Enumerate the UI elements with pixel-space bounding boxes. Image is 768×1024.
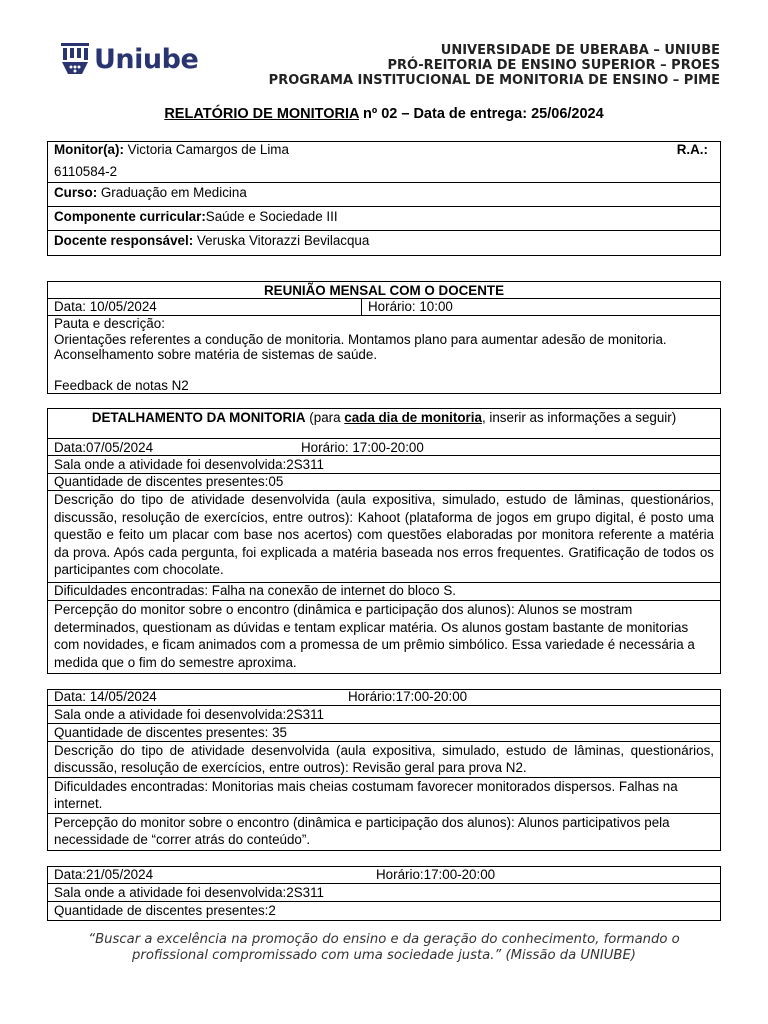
reuniao-table (47, 281, 721, 394)
detalhamento-heading-underline: cada dia de monitoria (344, 410, 482, 425)
reuniao-data: Data: 10/05/2024 (48, 299, 362, 315)
session-percepcao: Percepção do monitor sobre o encontro (dinâmica e participação dos alunos): Alunos se mostram determinados, questionam as dúvidas e tentam explicar matéria. Os alunos gostam bastante de monitorias com novidades, e ficam animados com a promessa de um prêmio simbólico. Essa variedade é necessária a medida que o fim do semestre aproxima. (54, 602, 695, 670)
session-date-row (48, 690, 720, 706)
session-table (47, 689, 721, 851)
session-descricao: Descrição do tipo de atividade desenvolvida (aula expositiva, simulado, estudo de lâminas, questionários, discussão, resolução de exercícios, entre outros): Revisão geral para prova N2. (48, 742, 720, 778)
session-sala: Sala onde a atividade foi desenvolvida:2S311 (48, 706, 720, 724)
pauta-line: Aconselhamento sobre matéria de sistemas de saúde. (54, 347, 378, 362)
docente-label: Docente responsável: (54, 233, 194, 248)
ra-value: 6110584-2 (54, 164, 118, 179)
session-sala: Sala onde a atividade foi desenvolvida:2S311 (48, 456, 720, 474)
detalhamento-table (47, 408, 721, 674)
uniube-emblem-icon (60, 42, 90, 80)
mission-footer (0, 932, 768, 964)
detalhamento-heading-pre: (para (305, 410, 345, 425)
monitor-row (48, 142, 720, 183)
mission-line: “Buscar a excelência na promoção do ensino e da geração do conhecimento, formando o (88, 932, 680, 947)
institution-line: UNIVERSIDADE DE UBERABA – UNIUBE (440, 43, 720, 58)
session-horario: Horário:17:00-20:00 (376, 867, 496, 882)
institution-line: PROGRAMA INSTITUCIONAL DE MONITORIA DE ENSINO – PIME (268, 73, 720, 88)
session-date-row (48, 867, 720, 884)
ra-label: R.A.: (676, 142, 708, 157)
session-quantidade: Quantidade de discentes presentes:05 (48, 474, 720, 491)
docente-row (48, 231, 720, 255)
session-data: Data:07/05/2024 (54, 440, 154, 455)
monitor-value: Victoria Camargos de Lima (123, 142, 289, 157)
monitor-info-table (47, 141, 721, 256)
report-title (0, 106, 768, 122)
session-quantidade: Quantidade de discentes presentes: 35 (48, 724, 720, 742)
session-dificuldades: Dificuldades encontradas: Falha na conexão de internet do bloco S. (48, 583, 720, 601)
session-data: Data:21/05/2024 (54, 867, 154, 882)
session-sala: Sala onde a atividade foi desenvolvida:2S311 (48, 884, 720, 902)
session-horario: Horário: 17:00-20:00 (301, 440, 424, 455)
componente-value: Saúde e Sociedade III (205, 209, 338, 224)
reuniao-pauta (48, 316, 720, 393)
detalhamento-heading-post: , inserir as informações a seguir) (481, 410, 677, 425)
mission-line: profissional compromissado com uma sociedade justa.” (Missão da UNIUBE) (132, 948, 636, 963)
pauta-line: Orientações referentes a condução de monitoria. Montamos plano para aumentar adesão de monitoria. (54, 331, 667, 347)
session-percepcao: Percepção do monitor sobre o encontro (dinâmica e participação dos alunos): Alunos participativos pela necessidade de “correr atrás do conteúdo”. (54, 815, 670, 847)
reuniao-date-row (48, 299, 720, 316)
report-title-rest: nº 02 – Data de entrega: 25/06/2024 (359, 106, 604, 122)
session-dificuldades: Dificuldades encontradas: Monitorias mais cheias costumam favorecer monitorados dispersos. Falhas na internet. (48, 778, 720, 814)
session-table (47, 866, 721, 921)
page-header (0, 0, 768, 100)
session-date-row (48, 439, 720, 456)
session-horario: Horário:17:00-20:00 (348, 689, 468, 704)
pauta-feedback: Feedback de notas N2 (54, 377, 189, 393)
docente-value: Veruska Vitorazzi Bevilacqua (193, 233, 370, 248)
session-data: Data: 14/05/2024 (54, 689, 157, 704)
componente-label: Componente curricular: (54, 209, 206, 224)
report-title-main: RELATÓRIO DE MONITORIA (164, 106, 359, 122)
componente-row (48, 207, 720, 231)
pauta-label: Pauta e descrição: (54, 316, 165, 331)
detalhamento-heading-bold: DETALHAMENTO DA MONITORIA (91, 410, 306, 425)
reuniao-heading: REUNIÃO MENSAL COM O DOCENTE (48, 282, 720, 299)
logo-wordmark: Uniube (94, 44, 199, 75)
curso-value: Graduação em Medicina (97, 185, 247, 200)
session-quantidade: Quantidade de discentes presentes:2 (54, 903, 276, 918)
institution-line: PRÓ-REITORIA DE ENSINO SUPERIOR – PROES (387, 58, 720, 73)
curso-label: Curso: (54, 185, 98, 200)
detalhamento-heading (48, 409, 720, 439)
curso-row (48, 183, 720, 207)
reuniao-horario: Horário: 10:00 (368, 299, 453, 314)
session-descricao: Descrição do tipo de atividade desenvolvida (aula expositiva, simulado, estudo de lâminas, questionários, discussão, resolução de exercícios, entre outros): Kahoot (plataforma de jogos em grupo digital, é posto uma questão e feito um placar com base nos acertos) com questões elaboradas por monitora referente a matéria da prova. Após cada pergunta, foi explicada a matéria baseada nos erros frequentes. Gratificação de todos os participantes com chocolate. (48, 491, 720, 583)
monitor-label: Monitor(a): (54, 142, 124, 157)
institution-block (269, 43, 720, 88)
uniube-logo (60, 40, 205, 82)
